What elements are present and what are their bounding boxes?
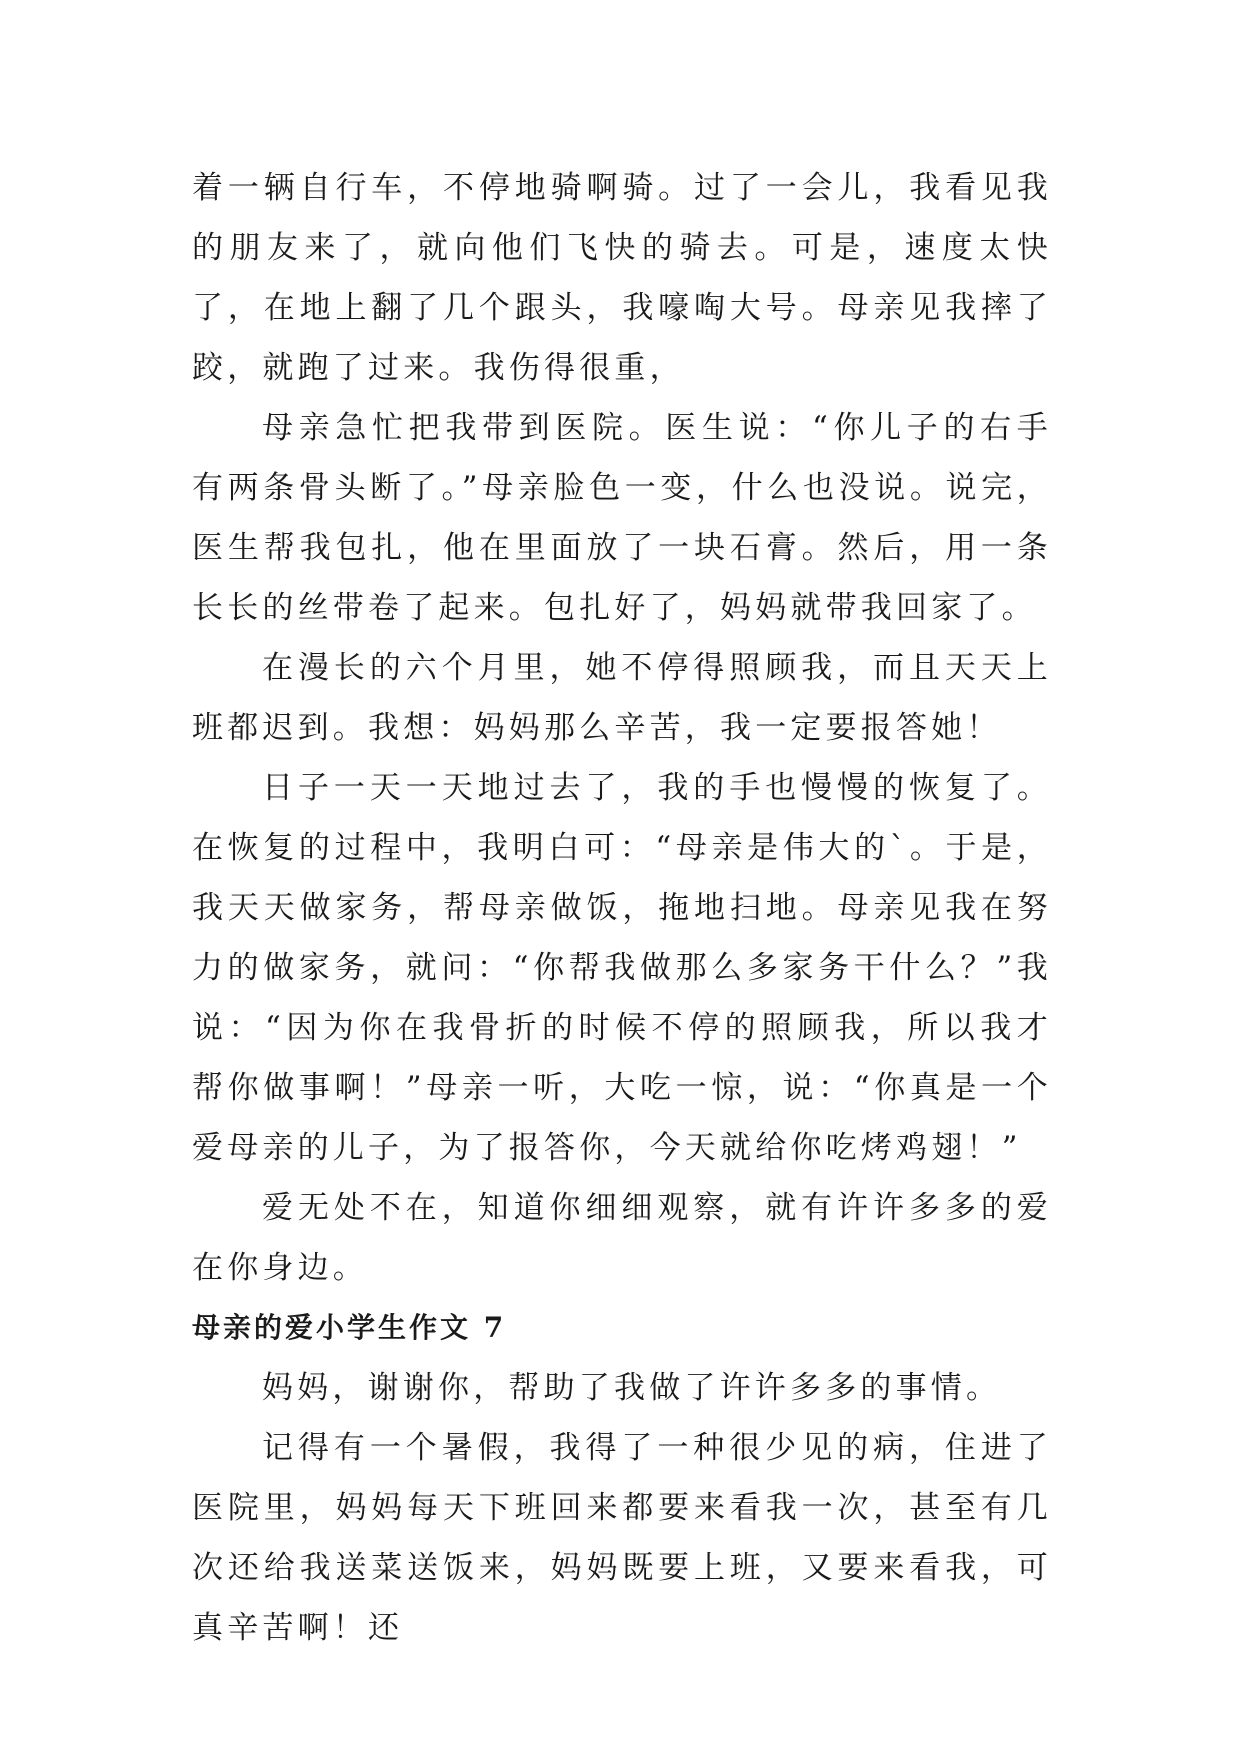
paragraph-4: 日子一天一天地过去了，我的手也慢慢的恢复了。在恢复的过程中，我明白可：“母亲是伟大的`。于是，我天天做家务，帮母亲做饭，拖地扫地。母亲见我在努力的做家务，就问：“你帮我做那么多家务干什么？”我说：“因为你在我骨折的时候不停的照顾我，所以我才帮你做事啊！”母亲一听，大吃一惊，说：“你真是一个爱母亲的儿子，为了报答你，今天就给你吃烤鸡翅！”	[192, 770, 1052, 1166]
section-heading: 母亲的爱小学生作文 7	[192, 1311, 507, 1344]
document-body	[192, 158, 1052, 1658]
paragraph-6: 妈妈，谢谢你，帮助了我做了许许多多的事情。	[262, 1370, 1002, 1406]
paragraph-2: 母亲急忙把我带到医院。医生说：“你儿子的右手有两条骨头断了。”母亲脸色一变，什么也没说。说完，医生帮我包扎，他在里面放了一块石膏。然后，用一条长长的丝带卷了起来。包扎好了，妈妈就带我回家了。	[192, 410, 1052, 626]
paragraph-5: 爱无处不在，知道你细细观察，就有许许多多的爱在你身边。	[192, 1190, 1052, 1286]
paragraph-3: 在漫长的六个月里，她不停得照顾我，而且天天上班都迟到。我想：妈妈那么辛苦，我一定要报答她！	[192, 650, 1052, 746]
paragraph-7: 记得有一个暑假，我得了一种很少见的病，住进了医院里，妈妈每天下班回来都要来看我一次，甚至有几次还给我送菜送饭来，妈妈既要上班，又要来看我，可真辛苦啊！还	[192, 1430, 1052, 1646]
paragraph-1: 着一辆自行车，不停地骑啊骑。过了一会儿，我看见我的朋友来了，就向他们飞快的骑去。可是，速度太快了，在地上翻了几个跟头，我嚎啕大号。母亲见我摔了跤，就跑了过来。我伤得很重，	[192, 170, 1052, 386]
